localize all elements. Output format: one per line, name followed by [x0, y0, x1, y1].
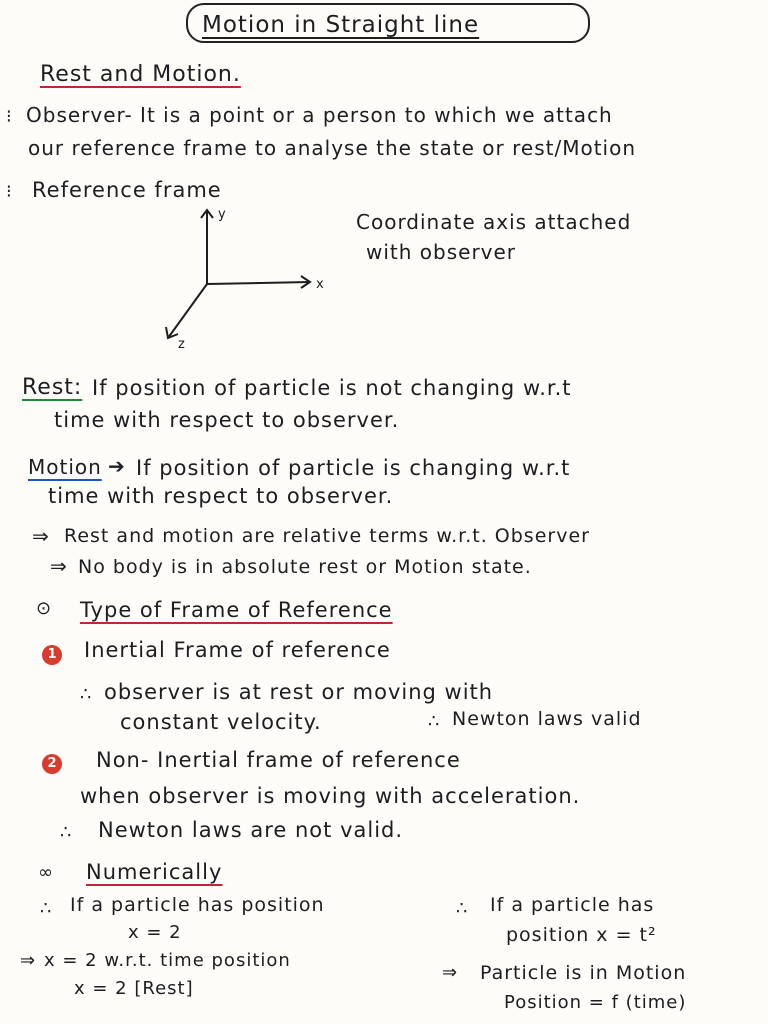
bullet-icon: ⁝	[6, 106, 12, 127]
coordinate-note-line1: Coordinate axis attached	[356, 210, 632, 234]
target-bullet-icon: ⊙	[36, 598, 53, 619]
numeric-right-line4: Position = f (time)	[504, 992, 687, 1013]
numeric-left-line2: x = 2	[128, 922, 182, 943]
section-heading-rest-motion: Rest and Motion.	[40, 62, 241, 87]
number-badge-1: 1	[42, 645, 62, 665]
coordinate-note-line2: with observer	[366, 240, 517, 264]
motion-label: Motion	[28, 455, 102, 479]
numerically-heading: Numerically	[86, 860, 223, 884]
page-title: Motion in Straight line	[202, 12, 480, 38]
observer-definition-line2: our reference frame to analyse the state or rest/Motion	[28, 136, 637, 160]
relative-terms-note: Rest and motion are relative terms w.r.t. Observer	[64, 525, 590, 547]
frame-types-heading: Type of Frame of Reference	[80, 598, 393, 622]
implies-arrow-icon: ⇒	[442, 962, 459, 983]
z-axis-label: z	[178, 337, 185, 352]
rest-definition-line1: If position of particle is not changing w.r.t	[92, 376, 572, 400]
number-badge-2: 2	[42, 754, 62, 774]
inertial-frame-title: Inertial Frame of reference	[84, 638, 391, 662]
therefore-icon: ∴	[40, 898, 52, 919]
motion-definition-line2: time with respect to observer.	[48, 484, 394, 508]
numeric-left-line4: x = 2 [Rest]	[74, 978, 194, 999]
therefore-icon: ∴	[428, 711, 440, 732]
numeric-left-line3: x = 2 w.r.t. time position	[44, 950, 291, 971]
inertial-line2: constant velocity.	[120, 710, 322, 734]
numeric-right-line2: position x = t²	[506, 924, 657, 946]
therefore-icon: ∴	[60, 822, 72, 843]
y-axis-label: y	[218, 207, 226, 222]
rest-definition-line2: time with respect to observer.	[54, 408, 400, 432]
noninertial-line1: when observer is moving with acceleration.	[80, 784, 581, 808]
motion-definition-line1: If position of particle is changing w.r.t	[136, 456, 571, 480]
inertial-newton-note: Newton laws valid	[452, 708, 642, 730]
implies-arrow-icon: ⇒	[32, 524, 50, 548]
absolute-rest-note: No body is in absolute rest or Motion state.	[78, 556, 532, 578]
noninertial-frame-title: Non- Inertial frame of reference	[96, 748, 461, 772]
numeric-right-line1: If a particle has	[490, 894, 655, 916]
x-axis-label: x	[316, 277, 324, 292]
z-axis-line	[168, 284, 207, 338]
x-axis-line	[207, 282, 310, 284]
implies-arrow-icon: ⇒	[50, 554, 68, 578]
implies-arrow-icon: ⇒	[20, 950, 37, 971]
motion-arrow-icon: ➔	[108, 454, 126, 478]
infinity-bullet-icon: ∞	[38, 862, 54, 883]
coordinate-axes-diagram	[150, 200, 350, 360]
inertial-line1: observer is at rest or moving with	[104, 680, 494, 704]
reference-frame-label: Reference frame	[32, 178, 222, 202]
observer-definition-line1: Observer- It is a point or a person to which we attach	[26, 103, 613, 127]
numeric-left-line1: If a particle has position	[70, 894, 325, 916]
numeric-right-line3: Particle is in Motion	[480, 962, 687, 984]
bullet-icon: ⁝	[6, 181, 12, 202]
rest-label: Rest:	[22, 375, 83, 400]
noninertial-line2: Newton laws are not valid.	[98, 818, 404, 842]
therefore-icon: ∴	[456, 898, 468, 919]
therefore-icon: ∴	[80, 684, 92, 705]
